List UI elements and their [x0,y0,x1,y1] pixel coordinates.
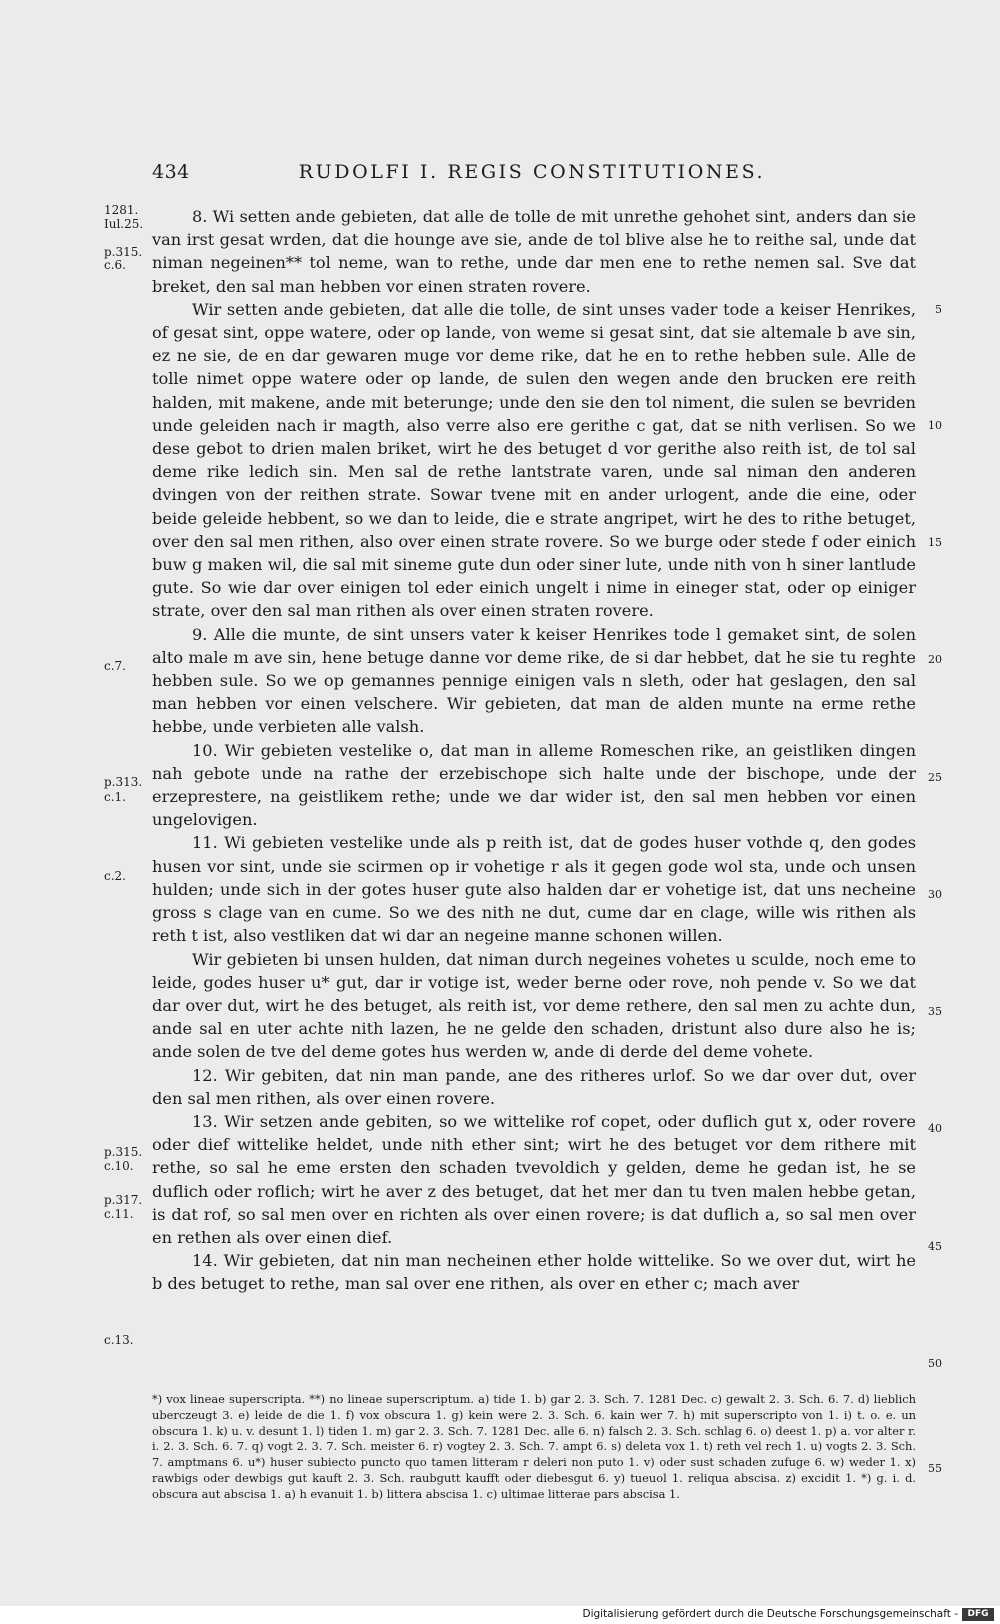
margin-note: c.6. [104,258,126,272]
funding-credit: Digitalisierung gefördert durch die Deutsche Forschungsgemeinschaft - [582,1608,958,1620]
line-number: 15 [928,536,942,549]
paragraph-11: 11. Wi gebieten vestelike unde als p reith ist, dat de godes huser vothde q, den godes husen vor sint, unde sie scirmen op ir vohetige r als it gegen gode wol sta, unde och unsen hulden; unde sich in der gotes huser gute also halden dar er vohetige ist, dat uns necheine gross s clage van en cume. So we des nith ne dut, cume dar en clage, wille wis rithen als reth t ist, also vestliken dat wi dar an negeine manne schonen willen. [152,833,916,946]
margin-note: c.13. [104,1333,134,1347]
paragraph-8: 8. Wi setten ande gebieten, dat alle de tolle de mit unrethe gehohet sint, anders dan sie van irst gesat wrden, dat die hounge ave sie, ande de tol blive alse he to reithe sal, unde dat niman negeinen** tol neme, wan to rethe, unde dar men ene to rethe nemen sal. Sve dat breket, den sal man hebben vor einen straten rovere. [152,207,916,296]
margin-note: c.7. [104,659,126,673]
paragraph: Wir gebieten bi unsen hulden, dat niman durch negeines vohetes u sculde, noch eme to leide, godes huser u* gut, dar ir votige ist, weder berne oder rove, noh pende v. So we dat dar over dut, wirt he des betuget, als reith ist, vor deme rethere, den sal men zu achte dun, ande sal en uter achte nith lazen, he ne gelde den schaden, dristunt also dure also he is; ande solen de tve del deme gotes hus werden w, ande di derde del deme vohete. [152,949,916,1062]
paragraph: Wir setten ande gebieten, dat alle die tolle, de sint unses vader tode a keiser Henrikes, of gesat sint, oppe watere, oder op lande, von weme si gesat sint, dat sie altemale b ave sin, ez ne sie, de en dar gewaren muge vor deme rike, dat he en to rethe hebben sule. Alle de tolle nimet oppe watere oder op lande, de sulen den wegen ande den brucken ere reith halden, mit makene, ande mit beterunge; unde den sie den tol niment, die sulen se bevriden unde geleiden nach ir magth, also verre also ere gerithe c gat, dat se nith verlisen. So we dese gebot to drien malen briket, wirt he des betuget d vor gerithe also reith ist, de tol sal deme rike ledich sin. Men sal de rethe lantstrate varen, unde sal niman den anderen dvingen von der reithen strate. Sowar tvene mit en ander urlogent, ande die eine, oder beide geleide hebbent, so we dan to leide, die e strate angripet, wirt he des to rithe betuget, over den sal men rithen, also over einen strate rovere. So we burge oder stede f oder einich buw g maken wil, die sal mit sineme gute dun oder siner lute, unde nith von h siner lantlude gute. So wie dar over einigen tol eder einich ungelt i nime in eineger stat, oder op einiger strate, over den sal man rithen als over einen straten rovere. [152,299,916,621]
line-number: 5 [935,303,942,316]
line-number: 40 [928,1122,942,1135]
paragraph-12: 12. Wir gebiten, dat nin man pande, ane des ritheres urlof. So we dar over dut, over den sal men rithen, als over einen rovere. [152,1065,916,1108]
line-number: 55 [928,1462,942,1475]
main-text [152,205,916,1296]
footnotes: *) vox lineae superscripta. **) no lineae superscriptum. a) tide 1. b) gar 2. 3. Sch. 7. 1281 Dec. c) gewalt 2. 3. Sch. 6. 7. d) lieblich uberczeugt 3. e) leide de die 1. f) vox obscura 1. g) kein were 2. 3. Sch. 6. kain wer 7. h) mit superscripto von 1. i) t. o. e. un obscura 1. k) u. v. desunt 1. l) tiden 1. m) gar 2. 3. Sch. 7. 1281 Dec. alle 6. n) falsch 2. 3. Sch. schlag 6. o) deest 1. p) a. vor alter r. i. 2. 3. Sch. 6. 7. q) vogt 2. 3. 7. Sch. meister 6. r) vogtey 2. 3. Sch. 7. ampt 6. s) deleta vox 1. t) reth vel rech 1. u) vogts 2. 3. Sch. 7. amptmans 6. u*) huser subiecto puncto quo tamen litteram r deleri non puto 1. v) oder sust schaden zufuge 6. w) weder 1. x) rawbigs oder dewbigs gut kauft 2. 3. Sch. raubgutt kaufft oder diebesgut 6. y) tueuol 1. reliqua abscisa. z) excidit 1. *) g. i. d. obscura aut abscisa 1. a) h evanuit 1. b) littera abscisa 1. c) ultimae litterae pars abscisa 1. [152,1392,916,1501]
line-number: 30 [928,888,942,901]
running-header [152,161,912,185]
line-number: 45 [928,1240,942,1253]
margin-note: p.317. [104,1193,143,1207]
digitization-footer [0,1606,1000,1624]
margin-note: c.10. [104,1159,134,1173]
margin-note: 1281. [104,203,139,217]
margin-note: c.1. [104,790,126,804]
margin-note: p.313. [104,775,143,789]
page-title: RUDOLFI I. REGIS CONSTITUTIONES. [298,161,766,183]
line-number: 35 [928,1005,942,1018]
line-number: 10 [928,419,942,432]
paragraph-9: 9. Alle die munte, de sint unsers vater k keiser Henrikes tode l gemaket sint, de solen alto male m ave sin, hene betuge danne vor deme rike, de si dar hebbet, dat he sie tu reghte hebben sule. So we op gemannes pennige einigen vals n sleth, oder hat geslagen, den sal man hebben vor einen velschere. Wir gebieten, dat man de alden munte na erme rethe hebbe, unde verbieten alle valsh. [152,624,916,737]
paragraph-10: 10. Wir gebieten vestelike o, dat man in alleme Romeschen rike, an geistliken dingen nah gebote unde na rathe der erzebischope sich halte unde der bischope, unde der erzeprestere, na geistlikem rethe; unde we dar wider ist, den sal men hebben vor einen ungelovigen. [152,740,916,830]
margin-note: Iul.25. [104,217,144,231]
page-number: 434 [152,161,190,183]
dfg-logo: DFG [962,1608,994,1621]
line-number: 20 [928,653,942,666]
line-number: 25 [928,771,942,784]
margin-note: p.315. [104,245,143,259]
margin-note: p.315. [104,1145,143,1159]
margin-note: c.11. [104,1207,134,1221]
margin-note: c.2. [104,869,126,883]
line-number: 50 [928,1357,942,1370]
paragraph-14: 14. Wir gebieten, dat nin man necheinen ether holde wittelike. So we over dut, wirt he b des betuget to rethe, man sal over ene rithen, als over en ether c; mach aver [152,1251,916,1294]
paragraph-13: 13. Wir setzen ande gebiten, so we wittelike rof copet, oder duflich gut x, oder rovere oder dief wittelike heldet, unde nith ether sint; wirt he des betuget vor dem rithere mit rethe, so sal he eme ersten den schaden tvevoldich y gelden, deme he gedan ist, he se duflich oder roflich; wirt he aver z des betuget, dat het mer dan tu tven malen hebbe getan, is dat rof, so sal men over en richten als over einen rovere; is dat duflich a, so sal men over en rethen als over einen dief. [152,1111,916,1247]
